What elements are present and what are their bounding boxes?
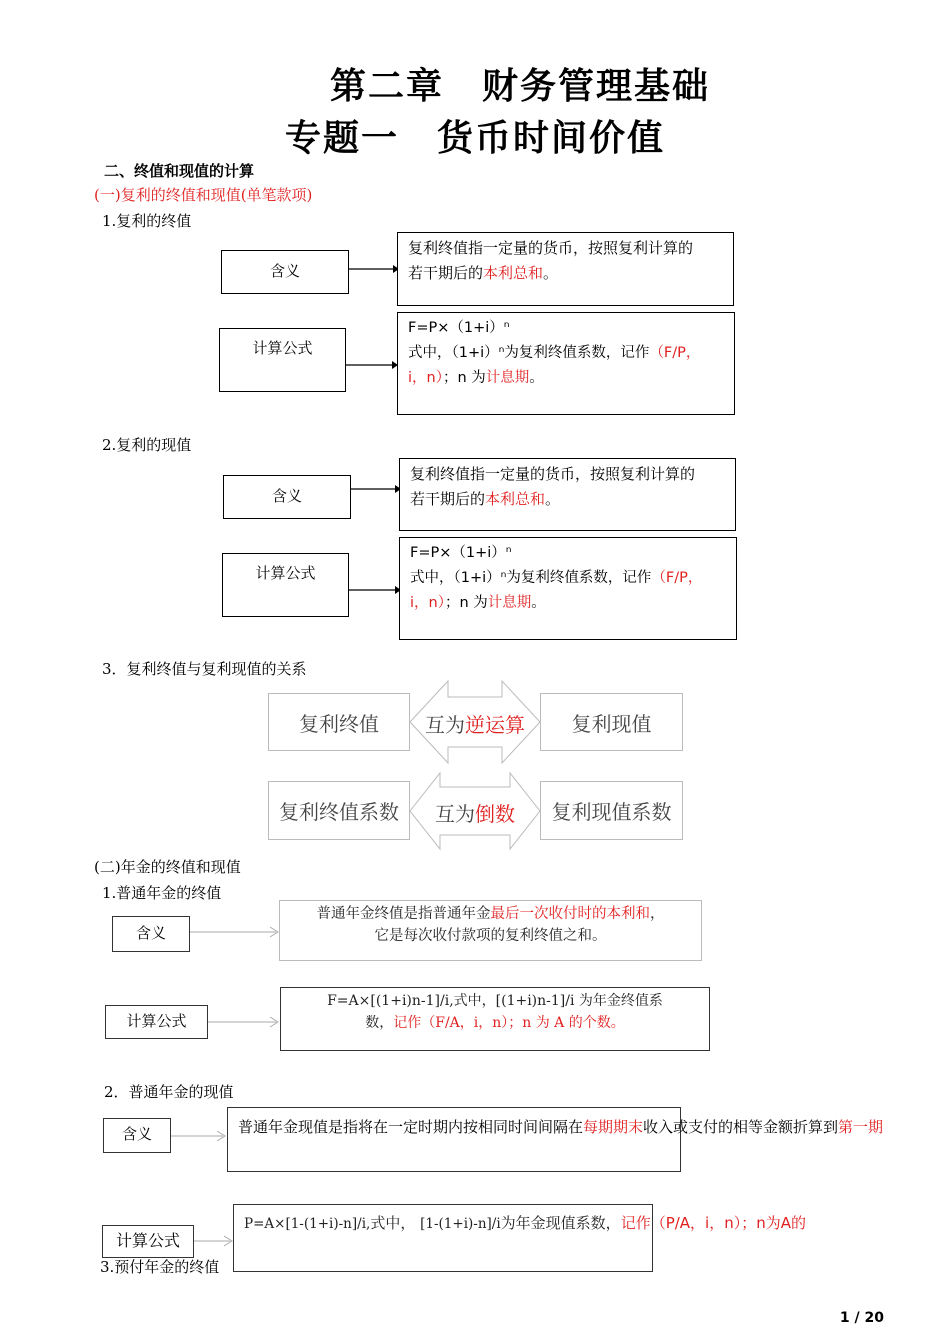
- item5-heading: 2．普通年金的现值: [104, 1083, 234, 1101]
- part2-heading: (二)年金的终值和现值: [94, 858, 241, 876]
- item1-heading: 1.复利的终值: [102, 212, 192, 230]
- arrow-right-icon: [190, 926, 282, 938]
- relation-highlight: 逆运算: [465, 713, 525, 737]
- arrow-right-icon: [194, 1235, 236, 1247]
- formula-line: 式中，（1+i）ⁿ为复利终值系数，记作: [410, 570, 652, 586]
- annuity-fv-meaning-label-box: [112, 916, 190, 952]
- formula-text-box-2: [399, 537, 737, 640]
- formula-highlight: （F/P，: [651, 570, 703, 586]
- arrow-right-icon: [346, 359, 398, 371]
- pv-factor-label: 复利现值系数: [551, 800, 672, 824]
- meaning-line: 若干期后的: [408, 264, 484, 282]
- formula-highlight: （F/P，: [649, 345, 701, 361]
- meaning-line: 普通年金现值是指将在一定时期内按相同时间间隔在: [238, 1118, 584, 1136]
- arrow-right-icon: [349, 263, 399, 275]
- formula-line: [1-(1+i)-n]/i: [420, 1216, 501, 1232]
- formula-line: 式中，（1+i）ⁿ为复利终值系数，记作: [408, 345, 650, 361]
- item4-heading: 1.普通年金的终值: [102, 884, 222, 902]
- meaning-highlight: 最后一次收付时的本利和: [490, 906, 650, 922]
- meaning-label: 含义: [135, 924, 166, 942]
- relation-bottom-text: [410, 798, 540, 827]
- annuity-fv-formula-label-box: [105, 1005, 208, 1039]
- meaning-highlight: 本利总和: [483, 264, 544, 282]
- formula-line: F=P×（1+i）ⁿ: [410, 545, 512, 561]
- meaning-label-box-1: [221, 250, 349, 294]
- formula-line: F=P×（1+i）ⁿ: [408, 320, 510, 336]
- formula-highlight: 计息期: [485, 370, 530, 386]
- meaning-line: 。: [545, 490, 561, 508]
- relation-highlight: 倒数: [475, 802, 515, 826]
- formula-highlight: 计息期: [487, 595, 532, 611]
- formula-label: 计算公式: [252, 339, 313, 357]
- formula-highlight: i，n）: [410, 595, 445, 611]
- section-heading: 二、终值和现值的计算: [104, 162, 255, 180]
- meaning-line: 若干期后的: [410, 490, 486, 508]
- formula-highlight: i，n）: [408, 370, 443, 386]
- meaning-line: 复利终值指一定量的货币，按照复利计算的: [410, 465, 696, 483]
- pv-factor-box: [540, 781, 683, 840]
- formula-line: F=A×[(1+i)n-1]/i,式中，[(1+i)n-1]/i 为年金终值系: [327, 993, 663, 1009]
- compound-fv-box: [268, 693, 410, 751]
- meaning-label: 含义: [271, 487, 302, 505]
- formula-label: 计算公式: [115, 1231, 180, 1250]
- annuity-pv-formula-text: [244, 1212, 806, 1233]
- item6-heading: 3.预付年金的终值: [100, 1258, 220, 1276]
- meaning-label: 含义: [121, 1125, 152, 1143]
- formula-label-box-2: [222, 553, 349, 617]
- compound-fv-label: 复利终值: [299, 711, 379, 736]
- meaning-highlight: 第一期: [838, 1118, 884, 1136]
- formula-line: ；n 为: [442, 370, 486, 386]
- fv-factor-label: 复利终值系数: [279, 800, 399, 824]
- meaning-highlight: 每期期末: [583, 1118, 644, 1136]
- formula-line: 式中，: [370, 1214, 416, 1232]
- relation-word: 互为: [425, 713, 465, 737]
- annuity-pv-meaning-label-box: [103, 1118, 171, 1153]
- annuity-pv-formula-label-box: [102, 1225, 194, 1258]
- meaning-text-box-1: [397, 232, 734, 306]
- fv-factor-box: [268, 781, 410, 840]
- formula-line: 。: [529, 370, 544, 386]
- topic-title: 专题一 货币时间价值: [284, 117, 665, 159]
- arrow-right-icon: [171, 1130, 229, 1142]
- meaning-label: 含义: [269, 262, 300, 280]
- relation-word: 互为: [435, 802, 475, 826]
- annuity-fv-formula-box: [280, 987, 710, 1051]
- meaning-line: 收入或支付的相等金额折算到: [643, 1118, 839, 1136]
- meaning-label-box-2: [223, 475, 351, 519]
- formula-text-box-1: [397, 312, 735, 415]
- formula-highlight: 记作（F/A，i，n）；n 为 A 的个数。: [393, 1015, 625, 1031]
- compound-pv-label: 复利现值: [571, 711, 652, 736]
- item3-heading: 3．复利终值与复利现值的关系: [102, 660, 307, 678]
- formula-label-box-1: [219, 328, 346, 392]
- formula-label: 计算公式: [126, 1012, 187, 1030]
- formula-line: 。: [531, 595, 546, 611]
- formula-line: P=A×[1-(1+i)-n]/i,: [244, 1216, 371, 1232]
- meaning-line: 。: [543, 264, 559, 282]
- item2-heading: 2.复利的现值: [102, 436, 192, 454]
- annuity-fv-meaning-box: [279, 900, 702, 961]
- compound-pv-box: [540, 693, 683, 751]
- formula-line: ；n 为: [444, 595, 488, 611]
- arrow-right-icon: [208, 1016, 282, 1028]
- meaning-highlight: 本利总和: [485, 490, 546, 508]
- part1-heading: (一)复利的终值和现值(单笔款项): [94, 186, 313, 204]
- formula-label: 计算公式: [255, 564, 316, 582]
- page-number: 1 / 20: [839, 1310, 884, 1326]
- meaning-text-box-2: [399, 458, 736, 531]
- meaning-line: 普通年金终值是指普通年金: [316, 906, 491, 922]
- meaning-line: 它是每次收付款项的复利终值之和。: [374, 928, 607, 944]
- formula-line: 为年金现值系数，: [500, 1214, 621, 1232]
- arrow-right-icon: [349, 584, 401, 596]
- formula-highlight: 记作（P/A，i，n）；n为A的: [620, 1214, 806, 1232]
- chapter-title: 第二章 财务管理基础: [329, 65, 710, 107]
- annuity-pv-meaning-text: [238, 1116, 883, 1137]
- meaning-line: ，: [650, 906, 665, 922]
- formula-line: 数，: [365, 1015, 394, 1031]
- relation-top-text: [410, 709, 540, 738]
- arrow-right-icon: [351, 483, 401, 495]
- meaning-line: 复利终值指一定量的货币，按照复利计算的: [408, 239, 694, 257]
